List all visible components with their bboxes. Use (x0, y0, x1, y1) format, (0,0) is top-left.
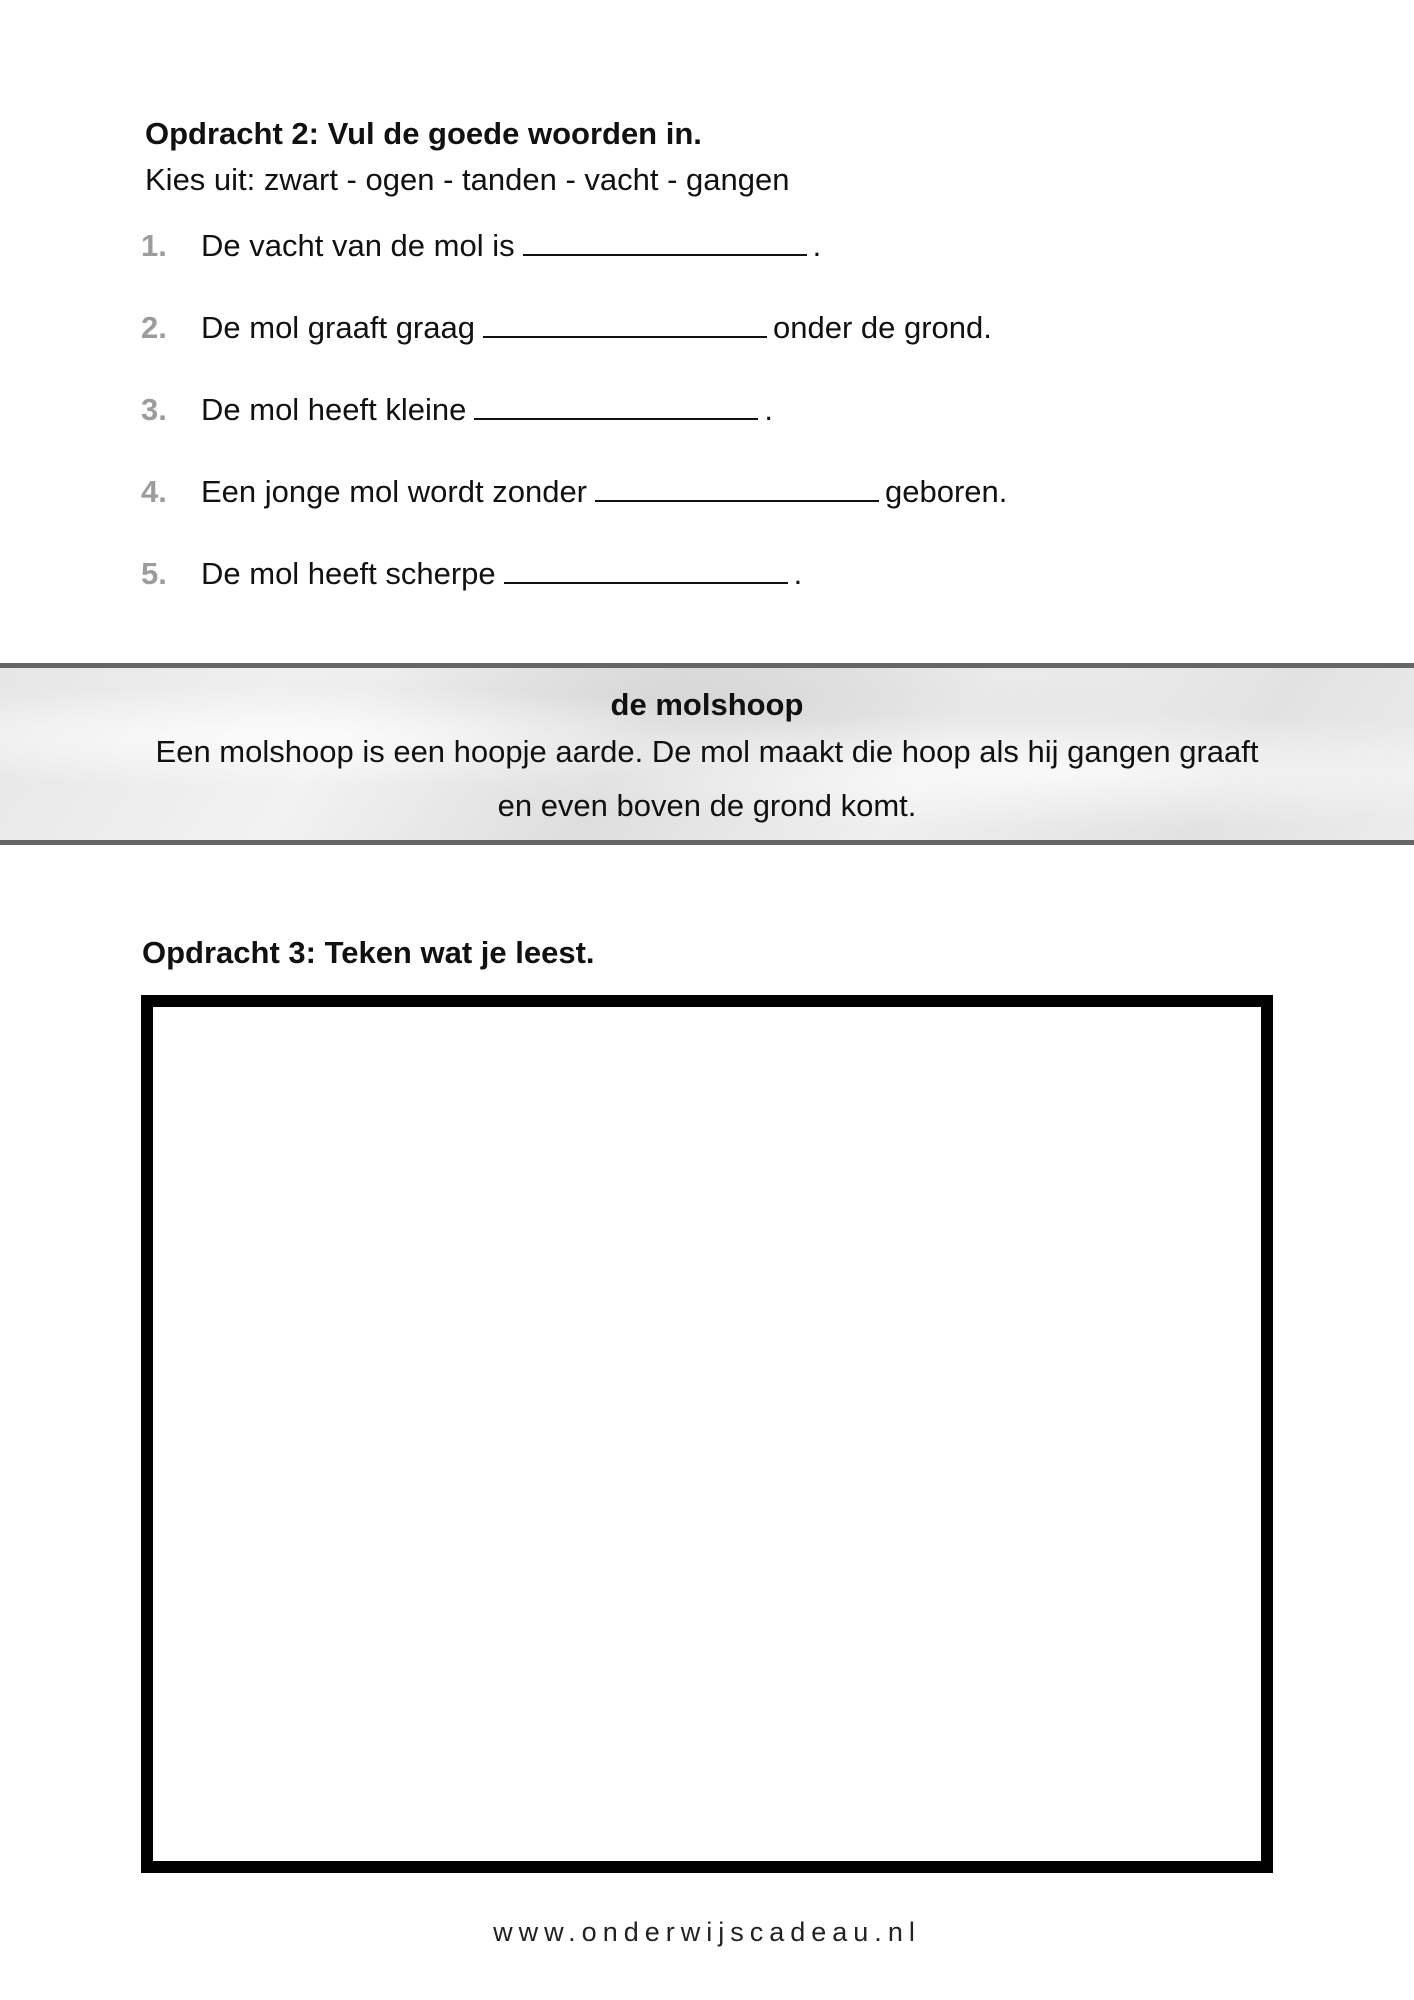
item-text-after: geboren. (885, 474, 1008, 509)
exercise-2 (141, 114, 1295, 636)
item-number: 5. (141, 556, 167, 591)
item-text-after: . (793, 556, 803, 591)
info-box-text: Een molshoop is een hoopje aarde. De mol maakt die hoop als hij gangen graaft en even boven de grond komt. (155, 734, 1259, 823)
info-box-title: de molshoop (610, 687, 804, 722)
item-number: 3. (141, 392, 167, 427)
exercise-3-title: Opdracht 3: Teken wat je leest. (142, 935, 595, 970)
item-number: 4. (141, 474, 167, 509)
footer-website: www.onderwijscadeau.nl (493, 1917, 921, 1947)
item-text-before: Een jonge mol wordt zonder (201, 474, 588, 509)
item-text-after: onder de grond. (772, 310, 992, 345)
item-text-after: . (812, 228, 822, 263)
answer-blank[interactable] (474, 392, 758, 420)
info-box-molshoop (0, 663, 1414, 845)
word-choices: Kies uit: zwart - ogen - tanden - vacht - gangen (145, 162, 790, 197)
item-number: 2. (141, 310, 167, 345)
item-text-before: De mol heeft scherpe (201, 556, 496, 591)
fill-in-list (141, 226, 1295, 636)
item-text-after: . (764, 392, 773, 427)
answer-blank[interactable] (504, 556, 788, 584)
exercise-2-title: Opdracht 2: Vul de goede woorden in. (145, 116, 702, 151)
item-text-before: De vacht van de mol is (201, 228, 515, 263)
drawing-area[interactable] (141, 995, 1273, 1873)
item-number: 1. (141, 228, 167, 263)
fill-in-item (141, 226, 1295, 308)
answer-blank[interactable] (595, 474, 879, 502)
fill-in-item (141, 554, 1295, 636)
item-text-before: De mol heeft kleine (201, 392, 467, 427)
answer-blank[interactable] (483, 310, 767, 338)
fill-in-item (141, 390, 1295, 472)
fill-in-item (141, 472, 1295, 554)
answer-blank[interactable] (523, 228, 807, 256)
item-text-before: De mol graaft graag (201, 310, 475, 345)
fill-in-item (141, 308, 1295, 390)
